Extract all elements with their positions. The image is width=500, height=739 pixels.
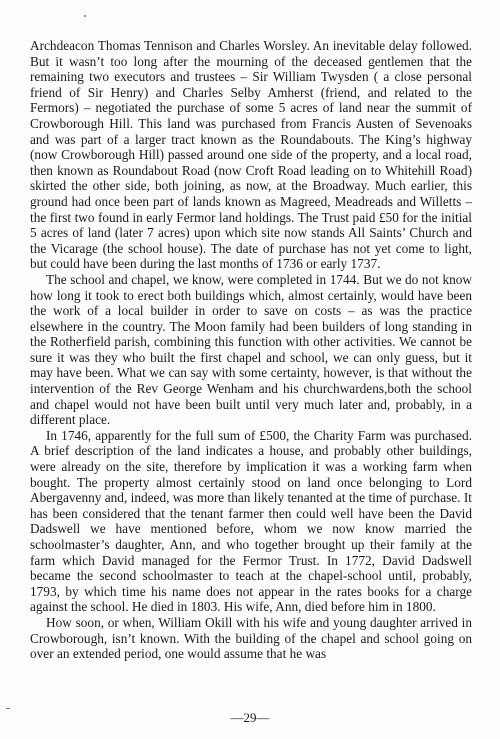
paragraph-4: How soon, or when, William Okill with his wife and young daughter arrived in Crowborough, isn’t known. With the building of the chapel and school going on over an extended period, one would assume that he was [30,614,472,662]
paragraph-3: In 1746, apparently for the full sum of £500, the Charity Farm was purchased. A brief description of the land indicates a house, and probably other buildings, were already on the site, therefore by implication it was a working farm when bought. The property almost certainly stood on land once belonging to Lord Abergavenny and, indeed, was more than likely tenanted at the time of purchase. It has been considered that the tenant farmer then could well have been the David Dadswell we have mentioned before, whom we now know married the schoolmaster’s daughter, Ann, and who together brought up their family at the farm which David managed for the Fermor Trust. In 1772, David Dadswell became the second schoolmaster to teach at the chapel-school until, probably, 1793, by which time his name does not appear in the rates books for a charge against the school. He died in 1803. His wife, Ann, died before him in 1800. [30,427,472,615]
paragraph-2: The school and chapel, we know, were completed in 1744. But we do not know how long it took to erect both buildings which, almost certainly, would have been the work of a local builder in order to save on costs – as was the practice elsewhere in the country. The Moon family had been builders of long standing in the Rotherfield parish, combining this function with other activities. We cannot be sure it was they who built the first chapel and school, we can only guess, but it may have been. What we can say with some certainty, however, is that without the intervention of the Rev George Wenham and his churchwardens,both the school and chapel would not have been built until very much later and, probably, in a different place. [30,271,472,428]
page-number: —29— [230,710,270,725]
paragraph-1: Archdeacon Thomas Tennison and Charles Worsley. An inevitable delay followed. But it wasn’t too long after the mourning of the deceased gentlemen that the remaining two executors and trustees – Sir William Twysden ( a close personal friend of Sir Henry) and Charles Selby Amherst (friend, and related to the Fermors) – negotiated the purchase of some 5 acres of land near the summit of Crowborough Hill. This land was purchased from Francis Austen of Sevenoaks and was part of a larger tract known as the Roundabouts. The King’s highway (now Crowborough Hill) passed around one side of the property, and a local road, then known as Roundabout Road (now Croft Road leading on to Whitehill Road) skirted the other side, both joining, as now, at the Broadway. Much earlier, this ground had once been part of lands known as Magreed, Meadreads and Willetts – the first two found in early Fermor land holdings. The Trust paid £50 for the initial 5 acres of land (later 7 acres) upon which site now stands All Saints’ Church and the Vicarage (the school house). The date of purchase has not yet come to light, but could have been during the last months of 1736 or early 1737. [30,38,472,272]
print-speck [84,15,86,17]
body-text [30,38,472,662]
print-speck [6,708,10,709]
